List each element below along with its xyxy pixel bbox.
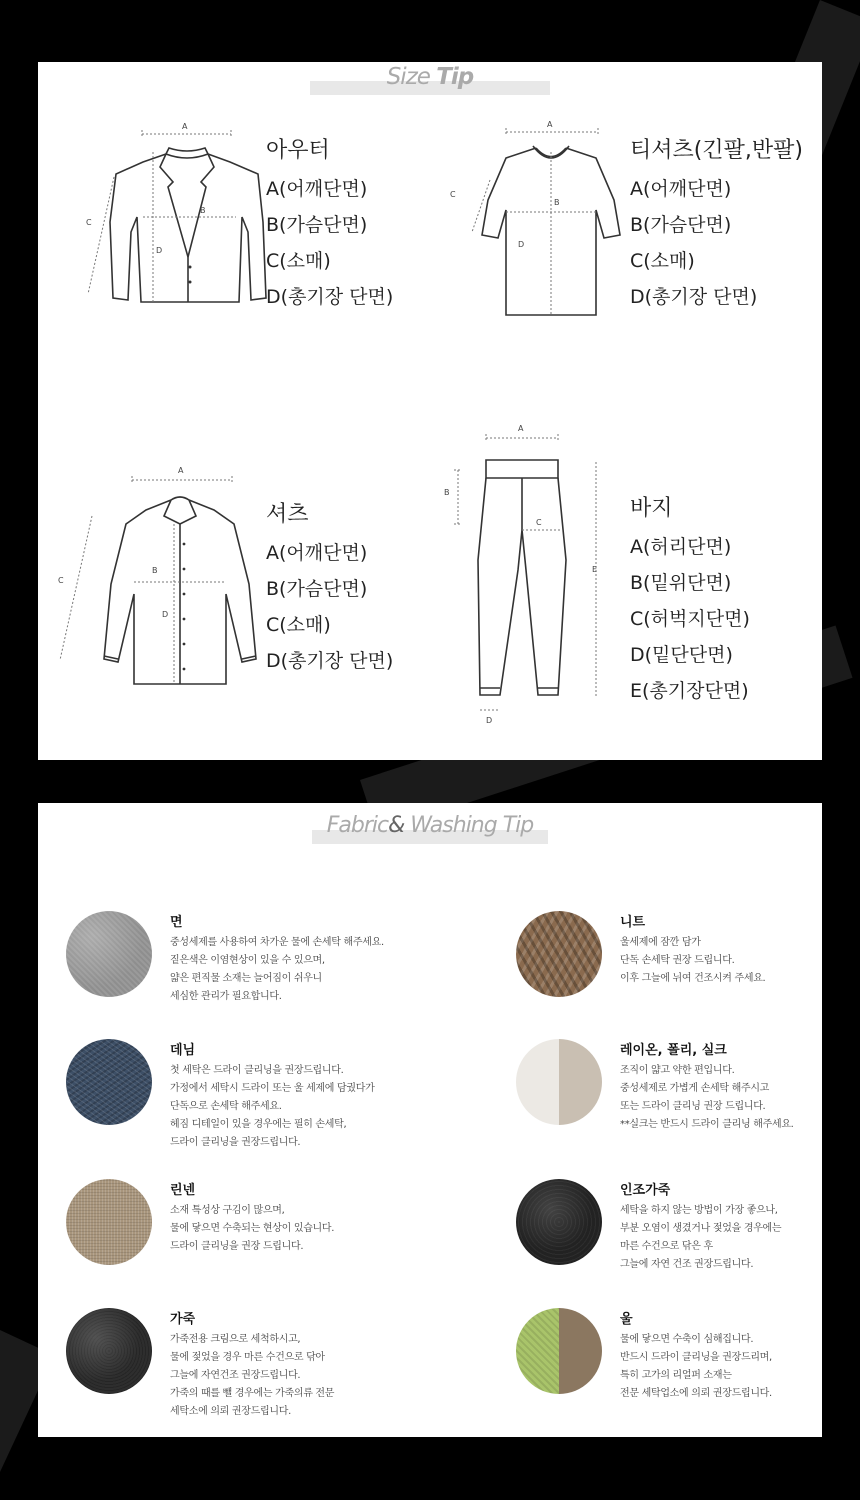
care-instruction: 얇은 편직물 소재는 늘어짐이 쉬우니 <box>170 973 322 984</box>
leather-swatch <box>66 1308 152 1394</box>
measure-item: A(어깨단면) <box>630 178 732 200</box>
care-instruction: 부분 오염이 생겼거나 젖었을 경우에는 <box>620 1223 782 1234</box>
measure-item: B(가슴단면) <box>266 214 368 236</box>
fabric-text <box>170 1308 334 1421</box>
care-instruction: 그늘에 자연 건조 권장드립니다. <box>620 1259 754 1270</box>
care-instruction: 첫 세탁은 드라이 클리닝을 권장드립니다. <box>170 1065 344 1076</box>
mark-c: C <box>86 218 92 227</box>
shirt-icon <box>56 464 266 694</box>
care-instruction: 단독 손세탁 권장 드립니다. <box>620 955 735 966</box>
care-instruction: 물에 젖었을 경우 마른 수건으로 닦아 <box>170 1352 325 1363</box>
mark-d: D <box>156 246 163 255</box>
fabric-name: 데님 <box>170 1043 196 1058</box>
measure-item: D(총기장 단면) <box>266 650 394 672</box>
measure-item: B(가슴단면) <box>266 578 368 600</box>
denim-swatch <box>66 1039 152 1125</box>
mark-b: B <box>200 206 206 215</box>
care-instruction: 가정에서 세탁시 드라이 또는 울 세제에 담궜다가 <box>170 1083 375 1094</box>
tshirt-icon <box>448 120 633 320</box>
knit-swatch <box>516 911 602 997</box>
garment-name: 셔츠 <box>266 502 309 527</box>
garment-name: 티셔츠(긴팔,반팔) <box>630 138 803 163</box>
fabric-title-word: Fabric <box>326 813 389 838</box>
fabric-text <box>170 1179 334 1256</box>
linen-swatch <box>66 1179 152 1265</box>
lace-swatch <box>516 1039 602 1125</box>
mark-e: E <box>592 565 598 574</box>
fabric-text <box>620 911 765 988</box>
fabric-text <box>170 1039 374 1152</box>
care-instruction: 반드시 드라이 클리닝을 권장드리며, <box>620 1352 772 1363</box>
measure-item: D(밑단단면) <box>630 644 733 666</box>
washing-tip-word: Washing Tip <box>404 813 534 838</box>
measure-item: D(총기장 단면) <box>266 286 394 308</box>
care-instruction: 울세제에 잠깐 담가 <box>620 937 701 948</box>
mark-c: C <box>58 576 64 585</box>
care-instruction: 드라이 클리닝을 권장 드립니다. <box>170 1241 304 1252</box>
shirt-diagram <box>56 464 266 694</box>
mark-b: B <box>152 566 158 575</box>
care-instruction: 마른 수건으로 닦은 후 <box>620 1241 713 1252</box>
care-instruction: 드라이 클리닝을 권장드립니다. <box>170 1137 301 1148</box>
care-instruction: 조직이 얇고 약한 편입니다. <box>620 1065 735 1076</box>
tip-title-word: Tip <box>436 64 474 90</box>
garment-name: 바지 <box>630 496 673 521</box>
measure-item: C(소매) <box>266 250 331 272</box>
mark-a: A <box>182 122 188 131</box>
fabric-washing-panel <box>38 803 822 1437</box>
care-instruction: 세탁을 하지 않는 방법이 가장 좋으나, <box>620 1205 778 1216</box>
measure-item: A(어깨단면) <box>266 542 368 564</box>
mark-d: D <box>162 610 169 619</box>
mark-b: B <box>444 488 450 497</box>
care-instruction: 중성세제를 사용하여 차가운 물에 손세탁 해주세요. <box>170 937 384 948</box>
mark-a: A <box>547 120 553 129</box>
tshirt-diagram <box>448 120 633 320</box>
pants-diagram <box>438 420 628 730</box>
size-tip-title <box>38 64 822 90</box>
shirt-labels <box>266 500 393 679</box>
mark-d: D <box>518 240 525 249</box>
care-instruction: 헤짐 디테일이 있을 경우에는 필히 손세탁, <box>170 1119 347 1130</box>
measure-item: C(소매) <box>266 614 331 636</box>
care-instruction: 가죽의 때를 뺄 경우에는 가죽의류 전문 <box>170 1388 335 1399</box>
care-instruction: 또는 드라이 클리닝 권장 드립니다. <box>620 1101 766 1112</box>
outer-diagram <box>78 122 268 312</box>
care-instruction: 단독으로 손세탁 해주세요. <box>170 1101 282 1112</box>
measure-item: C(소매) <box>630 250 695 272</box>
fabric-name: 면 <box>170 915 183 930</box>
fabric-text <box>620 1308 772 1403</box>
wool-swatch <box>516 1308 602 1394</box>
pants-labels <box>630 494 750 709</box>
care-instruction: 이후 그늘에 뉘여 건조시켜 주세요. <box>620 973 766 984</box>
mark-a: A <box>178 466 184 475</box>
care-instruction: 가죽전용 크림으로 세척하시고, <box>170 1334 301 1345</box>
fabric-text <box>620 1179 781 1274</box>
outer-labels <box>266 136 393 315</box>
care-instruction: 특히 고가의 리얼퍼 소재는 <box>620 1370 732 1381</box>
measure-item: C(허벅지단면) <box>630 608 750 630</box>
fabric-name: 인조가죽 <box>620 1183 671 1198</box>
care-instruction: 물에 닿으면 수축이 심해집니다. <box>620 1334 754 1345</box>
fabric-name: 가죽 <box>170 1312 196 1327</box>
mark-c: C <box>536 518 542 527</box>
measure-item: E(총기장단면) <box>630 680 749 702</box>
care-instruction: 중성세제로 가볍게 손세탁 해주시고 <box>620 1083 770 1094</box>
mark-c: C <box>450 190 456 199</box>
garment-name: 아우터 <box>266 138 330 163</box>
care-instruction: 세심한 관리가 필요합니다. <box>170 991 282 1002</box>
size-tip-panel <box>38 62 822 760</box>
fabric-text <box>620 1039 794 1134</box>
fabric-name: 울 <box>620 1312 633 1327</box>
care-instruction: 그늘에 자연건조 권장드립니다. <box>170 1370 301 1381</box>
care-instruction: 소재 특성상 구김이 많으며, <box>170 1205 285 1216</box>
fabric-tip-title <box>38 813 822 838</box>
care-instruction: 전문 세탁업소에 의뢰 권장드립니다. <box>620 1388 772 1399</box>
care-instruction: **실크는 반드시 드라이 클리닝 해주세요. <box>620 1119 794 1130</box>
synthetic-leather-swatch <box>516 1179 602 1265</box>
measure-item: B(가슴단면) <box>630 214 732 236</box>
mark-b: B <box>554 198 560 207</box>
fabric-name: 린넨 <box>170 1183 196 1198</box>
care-instruction: 물에 닿으면 수축되는 현상이 있습니다. <box>170 1223 335 1234</box>
fabric-text <box>170 911 384 1006</box>
fabric-name: 니트 <box>620 915 646 930</box>
care-instruction: 짙은색은 이염현상이 있을 수 있으며, <box>170 955 325 966</box>
cotton-swatch <box>66 911 152 997</box>
size-title-word: Size <box>386 64 437 90</box>
pants-icon <box>438 420 628 730</box>
measure-item: B(밑위단면) <box>630 572 732 594</box>
tshirt-labels <box>630 136 803 315</box>
jacket-icon <box>78 122 268 312</box>
measure-item: A(어깨단면) <box>266 178 368 200</box>
measure-item: A(허리단면) <box>630 536 732 558</box>
mark-a: A <box>518 424 524 433</box>
measure-item: D(총기장 단면) <box>630 286 758 308</box>
mark-d: D <box>486 716 493 725</box>
fabric-name: 레이온, 폴리, 실크 <box>620 1043 727 1058</box>
care-instruction: 세탁소에 의뢰 권장드립니다. <box>170 1406 291 1417</box>
ampersand: & <box>388 813 405 838</box>
